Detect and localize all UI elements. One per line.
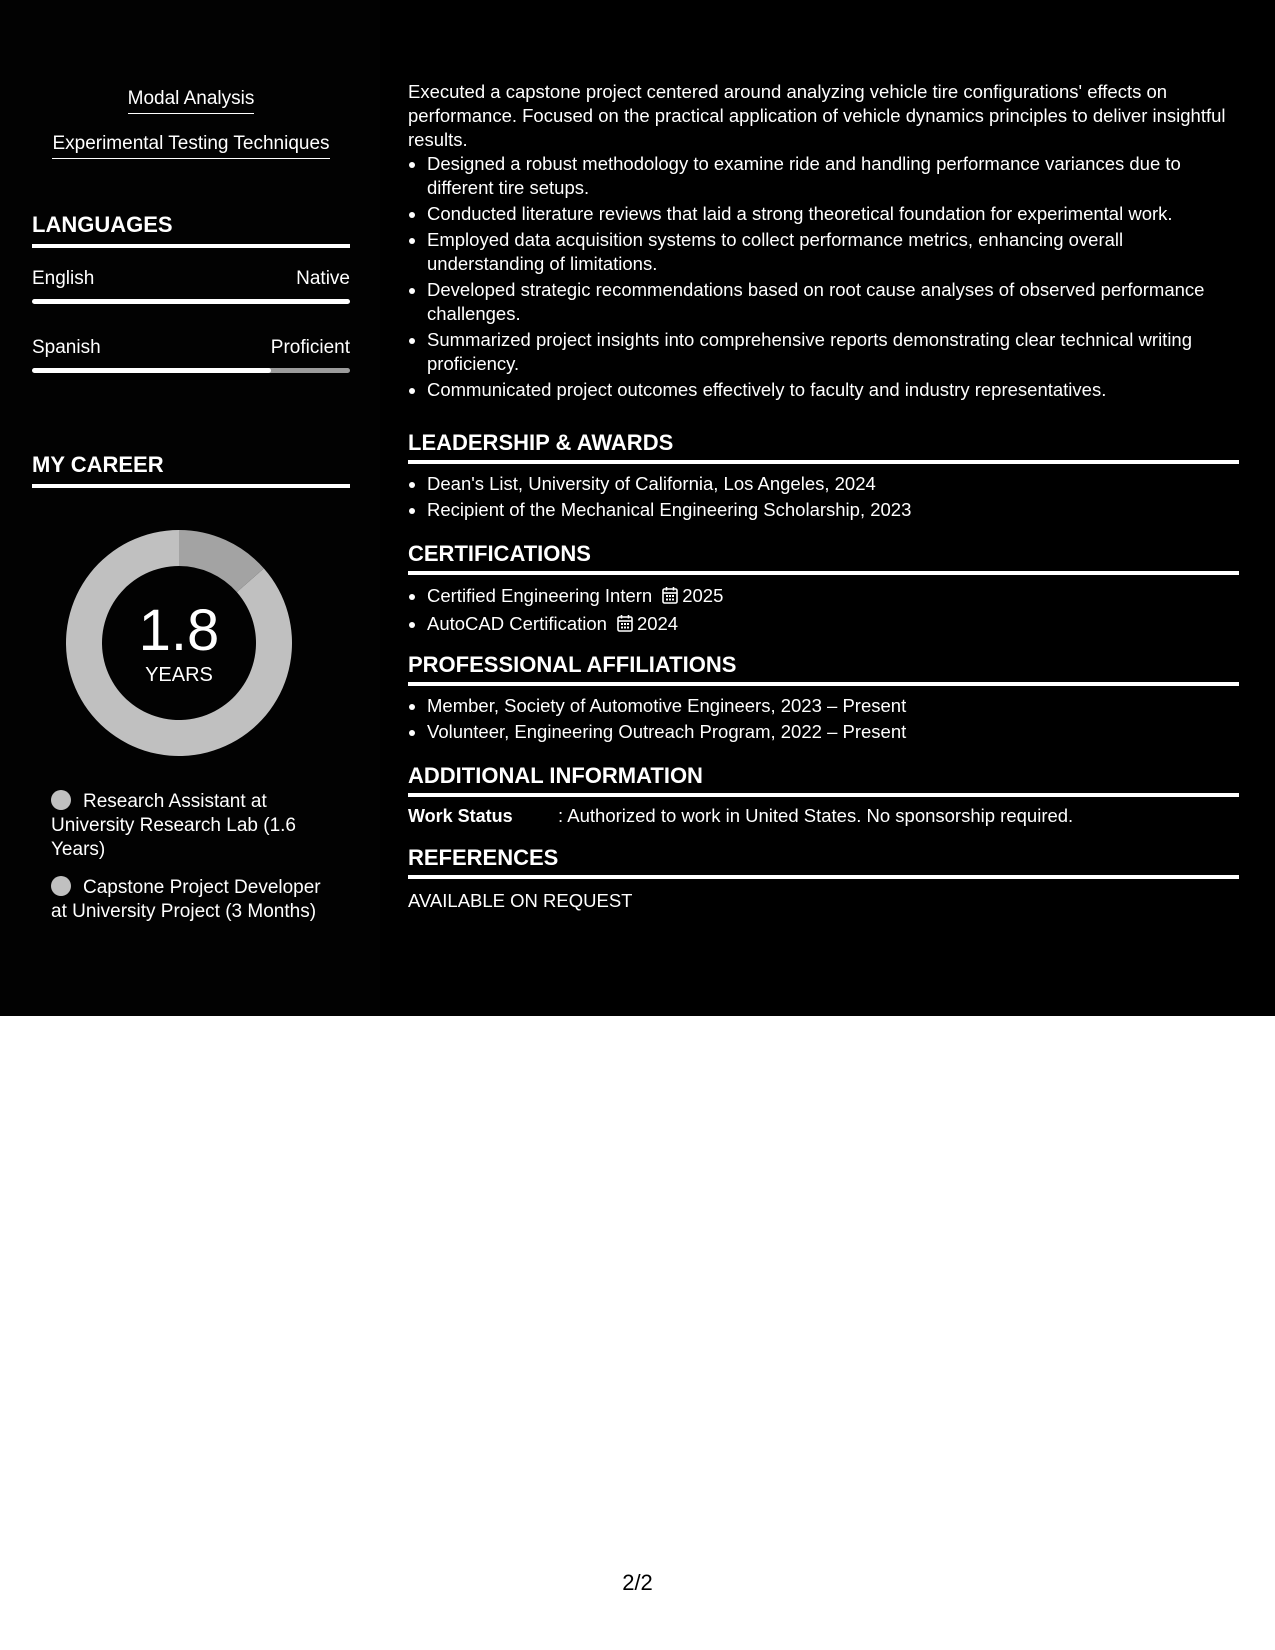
section-heading: CERTIFICATIONS: [408, 541, 1239, 575]
career-donut-chart: [66, 530, 292, 756]
skill-item: Modal Analysis: [32, 88, 350, 114]
list-item: • Summarized project insights into comprehensive reports demonstrating clear technical writing proficiency.: [427, 328, 1239, 376]
skill-item: Experimental Testing Techniques: [32, 133, 350, 159]
calendar-icon: [617, 614, 633, 638]
list-item: • Volunteer, Engineering Outreach Program, 2022 – Present: [427, 720, 1239, 744]
career-total-unit: YEARS: [145, 664, 213, 686]
legend-dot: [51, 790, 71, 810]
project-section: [408, 80, 1239, 404]
language-row: [32, 337, 350, 359]
list-item: • AutoCAD Certification 2024: [427, 612, 1239, 638]
affiliations-section: [408, 652, 1239, 746]
language-proficiency-bar: [32, 299, 350, 304]
main-content: [408, 0, 1239, 1016]
page-number: 2/2: [622, 1570, 653, 1595]
language-row: [32, 268, 350, 290]
work-status-value: : Authorized to work in United States. No sponsorship required.: [558, 805, 1074, 826]
career-heading: MY CAREER: [32, 452, 350, 488]
certifications-section: [408, 541, 1239, 640]
list-item: • Communicated project outcomes effectively to faculty and industry representatives.: [427, 378, 1239, 402]
list-item: • Recipient of the Mechanical Engineering Scholarship, 2023: [427, 498, 1239, 522]
work-status-row: [408, 805, 1239, 827]
language-proficiency-fill: [32, 368, 271, 373]
references-text: AVAILABLE ON REQUEST: [408, 890, 633, 911]
calendar-icon: [662, 586, 678, 610]
list-item: • Dean's List, University of California, Los Angeles, 2024: [427, 472, 1239, 496]
career-total: [66, 530, 292, 756]
language-proficiency-bar: [32, 368, 350, 373]
language-name: English: [32, 268, 95, 289]
work-status-label: Work Status: [408, 806, 513, 826]
language-level: Native: [296, 268, 350, 289]
additional-info-section: [408, 763, 1239, 827]
languages-heading: LANGUAGES: [32, 212, 350, 248]
list-item: • Conducted literature reviews that laid a strong theoretical foundation for experimental work.: [427, 202, 1239, 226]
references-section: [408, 845, 1239, 912]
project-description: Executed a capstone project centered around analyzing vehicle tire configurations' effects on performance. Focused on the practical application of vehicle dynamics principles to deliver insightful results.: [408, 81, 1226, 150]
career-legend-item: Capstone Project Developer at University Project (3 Months): [51, 877, 321, 922]
language-name: Spanish: [32, 337, 101, 358]
section-heading: LEADERSHIP & AWARDS: [408, 430, 1239, 464]
leadership-section: [408, 430, 1239, 524]
list-item: • Certified Engineering Intern 2025: [427, 584, 1239, 610]
list-item: • Developed strategic recommendations based on root cause analyses of observed performance challenges.: [427, 278, 1239, 326]
legend-dot: [51, 876, 71, 896]
section-heading: REFERENCES: [408, 845, 1239, 879]
career-legend-item: Research Assistant at University Research Lab (1.6 Years): [51, 791, 296, 860]
list-item: • Employed data acquisition systems to collect performance metrics, enhancing overall understanding of limitations.: [427, 228, 1239, 276]
sidebar: [0, 0, 380, 1016]
project-bullets: [408, 152, 1239, 402]
list-item: • Member, Society of Automotive Engineers, 2023 – Present: [427, 694, 1239, 718]
career-total-value: 1.8: [138, 598, 220, 663]
section-heading: PROFESSIONAL AFFILIATIONS: [408, 652, 1239, 686]
language-proficiency-fill: [32, 299, 350, 304]
section-heading: ADDITIONAL INFORMATION: [408, 763, 1239, 797]
list-item: • Designed a robust methodology to examine ride and handling performance variances due to different tire setups.: [427, 152, 1239, 200]
language-level: Proficient: [270, 337, 350, 358]
